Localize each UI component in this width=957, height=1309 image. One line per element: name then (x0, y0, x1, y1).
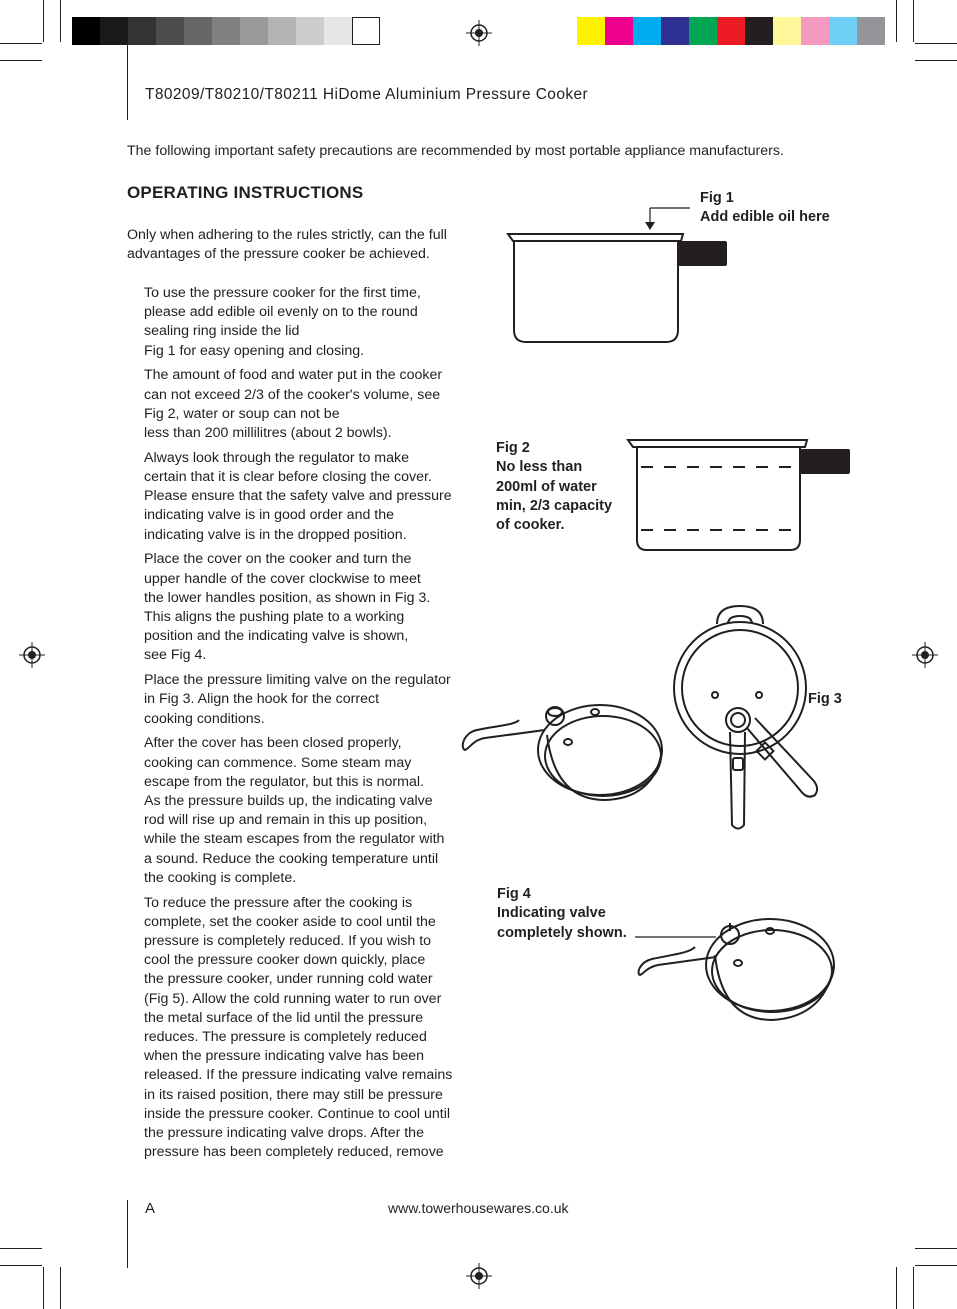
color-swatch (212, 17, 240, 45)
instruction-step: To reduce the pressure after the cooking is complete, set the cooker aside to cool until the pressure is completely reduced. If you wish to cool the pressure cooker down quickly, place the pressure cooker, under running cold water (Fig 5). Allow the cold running water to run over the metal surface of the lid until the pressure reduces. The pressure is completely reduced when the pressure indicating valve has been released. If the pressure indicating valve remains in its raised position, there may still be pressure inside the pressure cooker. Continue to cool until the pressure indicating valve drops. After the pressure has been completely reduced, remove (144, 894, 453, 1161)
color-swatch (577, 17, 605, 45)
instruction-step: To use the pressure cooker for the first time, please add edible oil evenly on to the round sealing ring inside the lid Fig 1 for easy opening and closing. (144, 285, 421, 359)
fig1-pot-illustration (500, 198, 740, 348)
color-swatch (689, 17, 717, 45)
color-swatch (100, 17, 128, 45)
color-swatch (633, 17, 661, 45)
color-swatch (324, 17, 352, 45)
footer-url[interactable]: www.towerhousewares.co.uk (388, 1200, 569, 1216)
fig2-label: Fig 2 No less than 200ml of water min, 2/3 capacity of cooker. (496, 440, 613, 534)
color-swatch (296, 17, 324, 45)
color-swatch (661, 17, 689, 45)
instruction-steps (144, 284, 470, 1168)
color-swatch (240, 17, 268, 45)
margin-line-bottom (127, 1200, 128, 1268)
instruction-step: Place the pressure limiting valve on the regulator in Fig 3. Align the hook for the correct cooking conditions. (144, 672, 451, 727)
color-swatch (857, 17, 885, 45)
fig1-label: Fig 1 Add edible oil here (700, 190, 830, 226)
lead-paragraph: Only when adhering to the rules strictly, can the full advantages of the pressure cooker be achieved. (127, 227, 447, 263)
color-swatch (156, 17, 184, 45)
instruction-step: The amount of food and water put in the cooker can not exceed 2/3 of the cooker's volume, see Fig 2, water or soup can not be less than 200 millilitres (about 2 bowls). (144, 367, 443, 442)
section-title: OPERATING INSTRUCTIONS (127, 183, 364, 202)
color-swatch (717, 17, 745, 45)
page-header-title: T80209/T80210/T80211 HiDome Aluminium Pressure Cooker (145, 86, 589, 103)
color-swatch (801, 17, 829, 45)
registration-mark-icon (466, 1263, 492, 1289)
instruction-step: Place the cover on the cooker and turn the upper handle of the cover clockwise to meet the lower handles position, as shown in Fig 3. This aligns the pushing plate to a working position and the indicating valve is shown, see Fig 4. (144, 551, 431, 664)
instruction-step: Always look through the regulator to make certain that it is clear before closing the cover. Please ensure that the safety valve and pressure indicating valve is in good order and the indicating valve is in the dropped position. (144, 449, 452, 543)
registration-mark-icon (912, 642, 938, 668)
color-swatch (184, 17, 212, 45)
instruction-step: After the cover has been closed properly, cooking can commence. Some steam may escape from the regulator, but this is normal. As the pressure builds up, the indicating valve rod will rise up and remain in this up position, while the steam escapes from the regulator with a sound. Reduce the cooking temperature until the cooking is complete. (144, 735, 445, 886)
fig2-pot-illustration (620, 432, 860, 562)
color-swatch (352, 17, 380, 45)
fig4-lid-illustration (630, 905, 845, 1030)
registration-mark-icon (466, 20, 492, 46)
fig4-label: Fig 4 Indicating valve completely shown. (497, 886, 627, 941)
color-swatch (773, 17, 801, 45)
registration-mark-icon (19, 642, 45, 668)
color-swatch (745, 17, 773, 45)
color-swatch (128, 17, 156, 45)
intro-text: The following important safety precautions are recommended by most portable appliance manufacturers. (127, 143, 784, 159)
color-swatch (605, 17, 633, 45)
color-swatch (829, 17, 857, 45)
fig3-label: Fig 3 (808, 691, 842, 707)
page-letter: A (145, 1200, 156, 1217)
color-swatch (72, 17, 100, 45)
fig3-lid-illustration (455, 600, 825, 835)
margin-line-top (127, 45, 128, 120)
color-swatch (268, 17, 296, 45)
